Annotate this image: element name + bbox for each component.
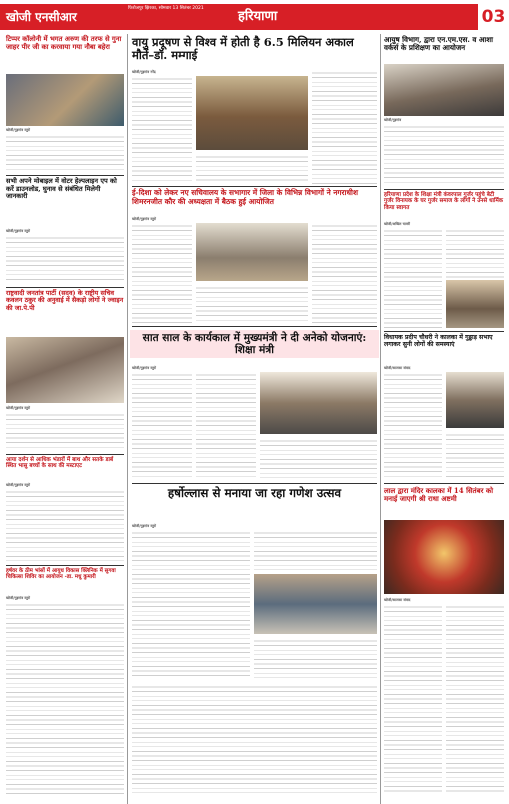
- byline: खोजी/गुड़गांव: [384, 118, 402, 122]
- article-body: [196, 154, 308, 184]
- column-divider: [127, 34, 128, 804]
- article-body: [312, 223, 377, 323]
- article-body: [196, 372, 256, 480]
- col1-headline-3: राष्ट्रवादी जनतांत्र पार्टी (सदव) के राष्ट्रीय सचिव कवलन ठकुर की अनुवाई में सैकड़ो लोगों ने ज्वाइन की जा.पे.पी: [6, 289, 124, 312]
- article-body: [6, 134, 124, 172]
- news-photo: [384, 64, 504, 116]
- byline: खोजी/कालका संवाद: [384, 598, 411, 602]
- article-body: [6, 602, 124, 794]
- article-body: [132, 223, 192, 323]
- banner-headline: सात साल के कार्यकाल में मुख्यमंत्री ने दी अनेको योजनाएं: शिक्षा मंत्री: [130, 330, 379, 358]
- divider: [132, 186, 377, 187]
- news-photo: [196, 223, 308, 281]
- news-photo: [6, 337, 124, 403]
- divider: [132, 326, 377, 327]
- col1-headline-4: आया दर्शन से आधिक भंडारों में बाथ और सतके डार्ब स्थित भासु बच्चों के साथ की मस्टाएट: [6, 457, 114, 470]
- right-bottom-headline: लाल द्वारा मंदिर कालका में 14 सितंबर को मनाई जाएगी श्री राधा अष्टमी: [384, 486, 494, 504]
- divider: [6, 565, 124, 566]
- ganesh-headline: हर्षोल्लास से मनाया जा रहा गणेश उत्सव: [167, 486, 342, 500]
- article-body: [254, 530, 377, 570]
- news-photo: [446, 372, 504, 428]
- middle-story-headline: ई-दिशा को लेकर नए सचिवालय के सभागार में जिला के विभिन्न विभागों ने नगराधीश शिमरनजीत कौर की अध्यक्षता में बैठक हुई आयोजित: [132, 188, 358, 206]
- col1-headline-1: टिप्पर कॉलोनी में भगत अरुण की तरफ से गुना जाहर पीर जी का करवाया गया नौबा बहेरा: [6, 35, 122, 51]
- news-photo: [260, 372, 377, 434]
- byline: खोजी/गुड़गांव ब्यूरो: [132, 217, 156, 221]
- news-photo: [6, 74, 124, 126]
- byline: खोजी/गुड़गांव नरेंद्र: [132, 70, 156, 74]
- col1-headline-5: हर्षवर के ठीम भांसों में आयुध विकास क्लिनिक में सुगवा चिकित्सा शिविर का आयोजन -डा. मधु कुमारी: [6, 568, 116, 581]
- divider: [384, 483, 504, 484]
- right-banner-headline: विधायक प्रदीप चौधरी ने कालका में गुड्डाड़ सभाए लगाकर सुनी लोगों की समस्याएं: [384, 334, 493, 349]
- article-body: [384, 124, 504, 186]
- divider: [6, 287, 124, 288]
- news-photo: [254, 574, 377, 634]
- news-photo: [384, 520, 504, 594]
- byline: खोजी/गुड़गांव ब्यूरो: [132, 524, 156, 528]
- byline: खोजी/गुड़गांव ब्यूरो: [132, 366, 156, 370]
- article-body: [132, 372, 192, 480]
- col1-headline-2: सभी अपने मोबाइल में वोटर हेल्पलाइन एप को करें डाउनलोड, घुनाव से संबंधित मिलेगी जानकारी: [6, 177, 117, 201]
- byline: खोजी/गुड़गांव ब्यूरो: [6, 229, 30, 233]
- page-number: 03: [478, 4, 509, 30]
- byline: खोजी/गुड़गांव ब्यूरो: [6, 483, 30, 487]
- article-body: [446, 228, 504, 278]
- masthead-logo: खोजी एनसीआर: [6, 10, 77, 24]
- top-story-headline: वायु प्रदूषण से विश्व में होती है 6.5 मिलियन अकाल मौतें–डॉ. मम्गाई: [132, 35, 354, 63]
- divider: [6, 454, 124, 455]
- byline: खोजी/गुड़गांव ब्यूरो: [6, 596, 30, 600]
- article-body: [384, 372, 442, 480]
- right-mid-headline: हरियाणा प्रदेश के शिक्षा मंत्री कंवरपाल गुर्जर पहुंचे बेटी गुर्जर विनायक के घर गुर्जर समाज के लोगों ने उनसे धार्मिक किया स्वागत: [384, 192, 504, 211]
- article-body: [384, 604, 442, 794]
- masthead-dateline: फिरोजपुर झिरका, सोमवार 13 सितंबर 2021: [128, 6, 204, 11]
- byline: खोजी/गुड़गांव ब्यूरो: [6, 406, 30, 410]
- article-body: [196, 285, 308, 323]
- article-body: [6, 412, 124, 450]
- divider: [384, 189, 504, 190]
- article-body: [6, 235, 124, 283]
- article-body: [446, 604, 504, 794]
- byline: खोजी/अखिल चावरी: [384, 222, 410, 226]
- article-body: [312, 70, 377, 184]
- article-body: [132, 76, 192, 184]
- divider: [384, 331, 504, 332]
- section-title: हरियाणा: [238, 9, 278, 24]
- article-body: [132, 530, 250, 680]
- article-body: [260, 438, 377, 480]
- article-body: [384, 228, 442, 328]
- article-body: [254, 638, 377, 680]
- divider: [132, 483, 377, 484]
- article-body: [6, 489, 124, 561]
- article-body: [132, 684, 377, 794]
- article-body: [446, 432, 504, 480]
- byline: खोजी/कालका संवाद: [384, 366, 411, 370]
- news-photo: [446, 280, 504, 328]
- right-top-headline: आयुष विभाग, द्वारा एन.एम.एस. व आशा वर्कर्स के प्रशिक्षण का आयोजन: [384, 35, 493, 53]
- news-photo: [196, 76, 308, 150]
- byline: खोजी/गुड़गांव ब्यूरो: [6, 128, 30, 132]
- divider: [6, 175, 124, 176]
- column-divider: [380, 34, 381, 804]
